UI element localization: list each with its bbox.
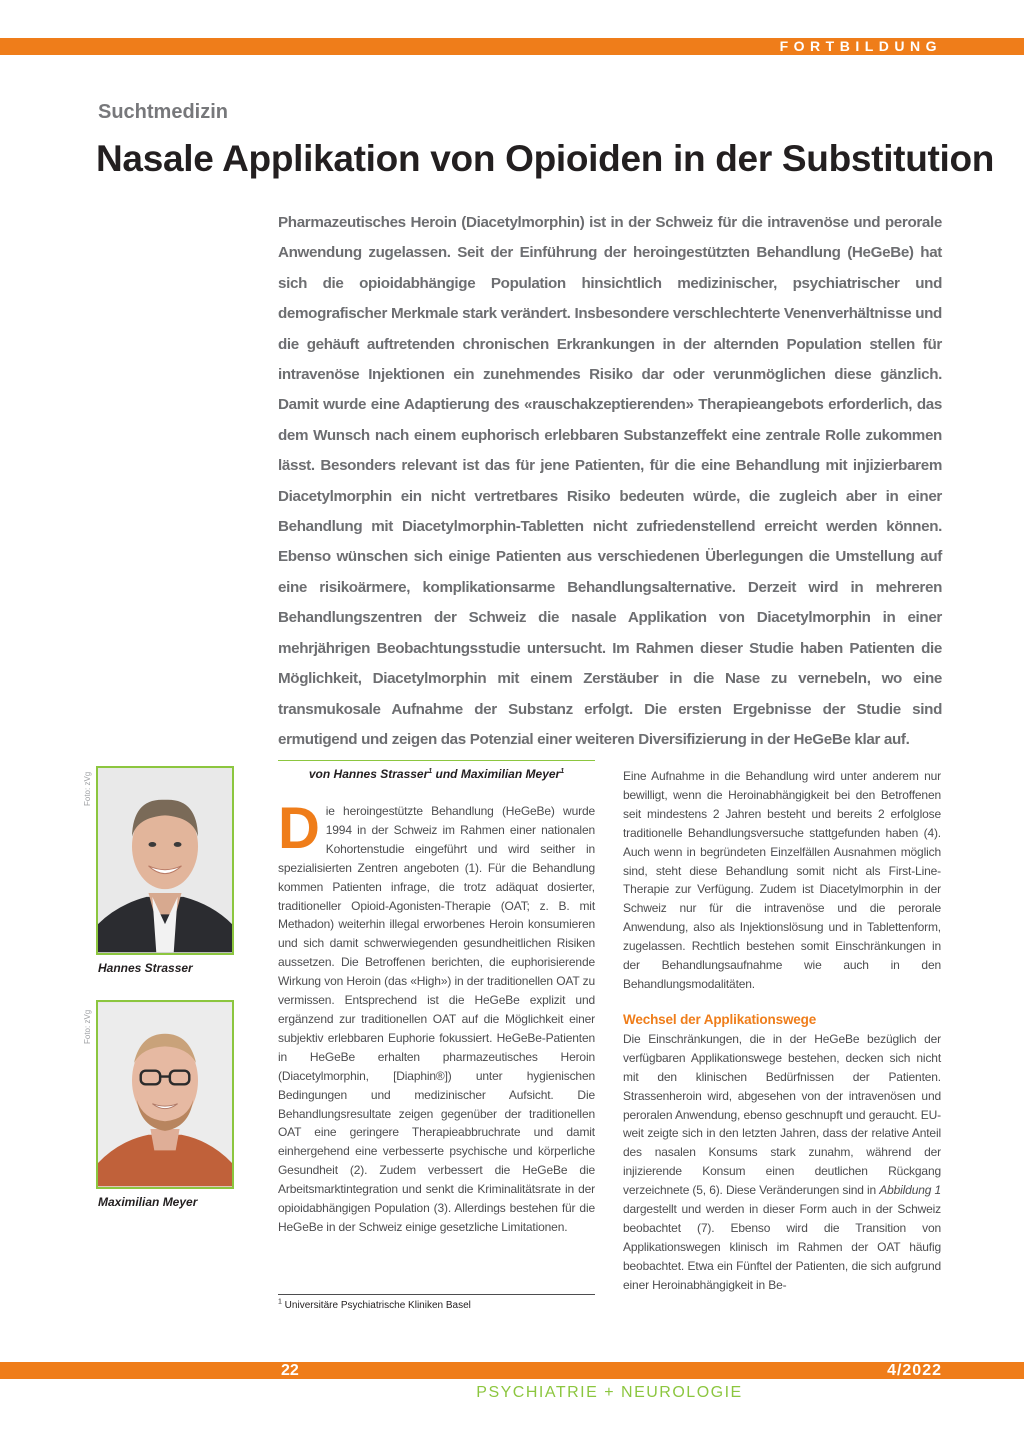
byline-sup-1: 1: [428, 768, 433, 775]
byline: [278, 767, 595, 781]
page-number: 22: [281, 1362, 299, 1379]
issue-number: 4/2022: [887, 1362, 942, 1379]
body-paragraph: Eine Aufnahme in die Behandlung wird unter anderem nur bewilligt, wenn die Heroinabhängigkeit bei den Betroffenen seit mindestens 2 Jahren besteht und bereits 2 erfolglose traditionelle Behandlungsversuche stattgefunden haben (4). Auch wenn in begründeten Einzelfällen Ausnahmen möglich sind, steht diese Behandlung somit nicht als First-Line-Therapie zur Verfügung. Zudem ist Diacetylmorphin in der Schweiz nur für die intravenöse und die perorale Anwendung, also als Injektionslösung und in Tablettenform, zugelassen. Rechtlich bestehen somit Einschränkungen in der Behandlungsaufnahme wie auch in den Behandlungsmodalitäten.: [623, 769, 941, 991]
author-name-1: Hannes Strasser: [98, 961, 193, 975]
author-portrait-1: [98, 768, 232, 953]
body-paragraph: [623, 1030, 941, 1295]
author-name-2: Maximilian Meyer: [98, 1195, 198, 1209]
journal-name: PSYCHIATRIE + NEUROLOGIE: [476, 1384, 743, 1401]
footnote-text: Universitäre Psychiatrische Kliniken Basel: [281, 1300, 471, 1311]
author-portrait-2: [98, 1002, 232, 1187]
photo-credit: Foto: zVg: [83, 771, 92, 806]
byline-divider: [278, 760, 595, 761]
byline-author-2: und Maximilian Meyer: [432, 767, 561, 781]
section-heading: Wechsel der Applikationswege: [623, 1011, 817, 1027]
body-text: Die Einschränkungen, die in der HeGeBe bezüglich der verfügbaren Applikationswege bestehen, decken sich nicht mit den klinischen Bedürfnissen der Patienten. Strassenheroin wird, abgesehen von der intravenösen und peroralen Anwendung, ebenso geschnupft und geraucht. EU-weit zeigte sich in den letzten Jahren, dass der relative Anteil des nasalen Konsums stark zunahm, während der injizierende Konsum einen deutlichen Rückgang verzeichnete (5, 6). Diese Veränderungen sind in: [623, 1031, 941, 1198]
footnote-divider: [278, 1294, 595, 1295]
section-label: FORTBILDUNG: [779, 38, 942, 54]
top-bar: [0, 38, 1024, 55]
body-text-col1: ie heroingestützte Behandlung (HeGeBe) wurde 1994 in der Schweiz im Rahmen einer nationalen Kohortenstudie eingeführt und wird seither in spezialisierten Zentren angeboten (1). Für die Behandlung kommen Patienten infrage, die trotz adäquat dosierter, traditioneller Opioid-Agonisten-Therapie (OAT; z. B. mit Methadon) weiterhin illegal erworbenes Heroin konsumieren und sich damit schwerwiegenden gesundheitlichen Risiken aussetzen. Die Betroffenen berichten, die euphorisierende Wirkung von Heroin (das «High») in der traditionellen OAT zu vermissen. Entsprechend ist die HeGeBe explizit und ergänzend zur traditionellen OAT auf die Möglichkeit einer subjektiv erlebbaren Euphorie fokussiert. HeGeBe-Patienten in HeGeBe erhalten pharmazeutisches Heroin (Diacetylmorphin, [Diaphin®]) unter hygienischen Bedingungen und medizinischer Aufsicht. Die Behandlungsresultate zeigen gegenüber der traditionellen OAT eine geringere Therapieabbruchrate und damit einhergehend eine verbesserte psychische und körperliche Gesundheit (2). Zudem verbessert die HeGeBe die Arbeitsmarktintegration und senkt die Kriminalitätsrate in der opioidabhängigen Population (3). Allerdings bestehen für die HeGeBe in der Schweiz einige gesetzliche Limitationen.: [278, 804, 595, 1234]
author-photo-meyer: [96, 1000, 234, 1189]
footnote: [278, 1300, 471, 1311]
lead-paragraph: Pharmazeutisches Heroin (Diacetylmorphin) ist in der Schweiz für die intravenöse und perorale Anwendung zugelassen. Seit der Einführung der heroingestützten Behandlung (HeGeBe) hat sich die opioidabhängige Population hinsichtlich medizinischer, psychiatrischer und demografischer Merkmale stark verändert. Insbesondere verschlechterte Venenverhältnisse und die gehäuft auftretenden chronischen Erkrankungen in der alternden Population stellen für intravenöse Injektionen ein zunehmendes Risiko dar oder verunmöglichen diese gänzlich. Damit wurde eine Adaptierung des «rauschakzeptierenden» Therapieangebots erforderlich, das dem Wunsch nach einem euphorisch erlebbaren Substanzeffekt eine zentrale Rolle zukommen lässt. Besonders relevant ist das für jene Patienten, für die eine Behandlung mit injizierbarem Diacetylmorphin ein nicht vertretbares Risiko bedeuten würde, die zugleich aber in einer Behandlung mit Diacetylmorphin-Tabletten nicht zufriedenstellend erreicht werden können. Ebenso wünschen sich einige Patienten aus verschiedenen Überlegungen die Umstellung auf eine risikoärmere, komplikationsarme Behandlungsalternative. Derzeit wird in mehreren Behandlungszentren der Schweiz die nasale Applikation von Diacetylmorphin in einer mehrjährigen Beobachtungsstudie untersucht. Im Rahmen dieser Studie haben Patienten die Möglichkeit, Diacetylmorphin mit einem Zerstäuber in die Nase zu vernebeln, wo eine transmukosale Aufnahme der Substanz erfolgt. Die ersten Ergebnisse der Studie sind ermutigend und zeigen das Potenzial einer weiteren Diversifizierung in der HeGeBe klar auf.: [278, 214, 942, 748]
body-column-1: [278, 796, 595, 1237]
dropcap: D: [278, 796, 320, 861]
figure-reference: Abbildung 1: [879, 1183, 942, 1198]
page-title: Nasale Applikation von Opioiden in der Substitution: [96, 138, 995, 179]
kicker: Suchtmedizin: [98, 101, 229, 123]
photo-credit: Foto: zVg: [83, 1009, 92, 1044]
byline-author-1: von Hannes Strasser: [308, 767, 429, 781]
author-photo-strasser: [96, 766, 234, 955]
body-column-2: [623, 767, 941, 1295]
footnote-sup: 1: [278, 1298, 282, 1306]
byline-sup-2: 1: [560, 768, 565, 775]
body-text: dargestellt und werden in dieser Form auch in der Schweiz beobachtet (7). Ebenso wird die Transition von Applikationswegen klinisch im Rahmen der OAT häufig beobachtet. Etwa ein Fünftel der Patienten, die sich aufgrund einer Heroinabhängigkeit in Be-: [623, 1202, 941, 1292]
bottom-bar: [0, 1362, 1024, 1379]
